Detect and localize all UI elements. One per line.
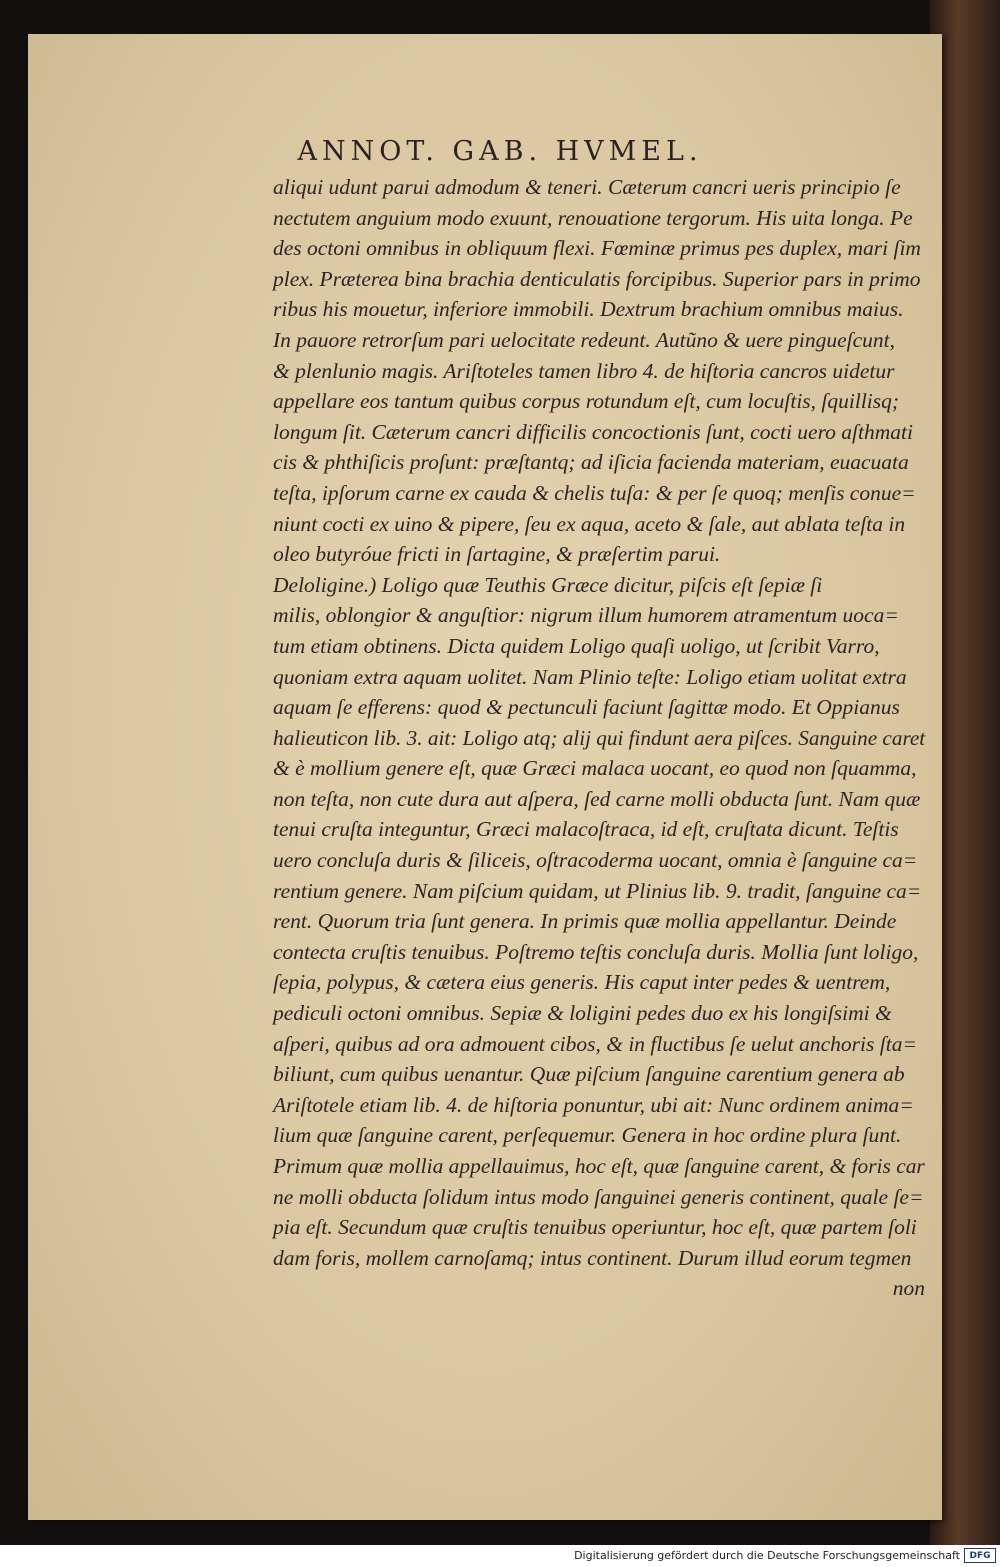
text-line-32: lium quæ ſanguine carent, perſequemur. Genera in hoc ordine plura ſunt.: [273, 1123, 902, 1148]
running-header: ANNOT. GAB. HVMEL.: [297, 136, 703, 167]
text-line-14: Deloligine.) Loligo quæ Teuthis Græce dicitur, piſcis eſt ſepiæ ſi: [273, 572, 823, 597]
text-line-28: pediculi octoni omnibus. Sepiæ & loligini pedes duo ex his longiſsimi &: [273, 1001, 892, 1026]
text-line-17: quoniam extra aquam uolitet. Nam Plinio teſte: Loligo etiam uolitat extra: [273, 664, 907, 689]
text-line-35: pia eſt. Secundum quæ cruſtis tenuibus operiuntur, hoc eſt, quæ partem ſoli: [273, 1215, 917, 1240]
digitization-footer: [0, 1545, 1000, 1567]
text-line-29: aſperi, quibus ad ora admouent cibos, & in fluctibus ſe uelut anchoris ſta=: [273, 1031, 917, 1056]
text-line-10: cis & phthiſicis proſunt: præſtantq; ad iſicia facienda materiam, euacuata: [273, 450, 909, 475]
text-line-1: aliqui udunt parui admodum & teneri. Cæterum cancri ueris principio ſe: [273, 175, 901, 199]
text-line-33: Primum quæ mollia appellauimus, hoc eſt, quæ ſanguine carent, & foris car: [273, 1154, 925, 1178]
text-line-5: ribus his mouetur, inferiore immobili. Dextrum brachium omnibus maius.: [273, 297, 904, 322]
text-line-24: rentium genere. Nam piſcium quidam, ut Plinius lib. 9. tradit, ſanguine ca=: [273, 878, 922, 903]
text-line-22: tenui cruſta integuntur, Græci malacoſtraca, id eſt, cruſtata dicunt. Teſtis: [273, 817, 899, 842]
text-line-4: plex. Præterea bina brachia denticulatis forcipibus. Superior pars in primo: [273, 266, 921, 291]
text-line-30: biliunt, cum quibus uenantur. Quæ piſcium ſanguine carentium genera ab: [273, 1062, 905, 1087]
text-line-9: longum ſit. Cæterum cancri difficilis concoctionis ſunt, cocti uero aſthmati: [273, 419, 913, 444]
text-line-19: halieuticon lib. 3. ait: Loligo atq; alij qui findunt aera piſces. Sanguine caret: [273, 725, 926, 750]
text-line-27: ſepia, polypus, & cætera eius generis. His caput inter pedes & uentrem,: [273, 970, 891, 995]
text-line-15: milis, oblongior & anguſtior: nigrum illum humorem atramentum uoca=: [273, 603, 899, 628]
text-line-12: niunt cocti ex uino & pipere, ſeu ex aqua, aceto & ſale, aut ablata teſta in: [273, 511, 906, 536]
text-line-6: In pauore retrorſum pari uelocitate redeunt. Autũno & uere pingueſcunt,: [273, 327, 896, 352]
text-line-7: & plenlunio magis. Ariſtoteles tamen libro 4. de hiſtoria cancros uidetur: [273, 358, 895, 383]
text-line-13: oleo butyróue fricti in ſartagine, & præſertim parui.: [273, 542, 721, 567]
text-line-23: uero concluſa duris & ſiliceis, oſtracoderma uocant, omnia è ſanguine ca=: [273, 848, 918, 873]
funding-note: Digitalisierung gefördert durch die Deutsche Forschungsgemeinschaft: [574, 1549, 960, 1562]
text-line-25: rent. Quorum tria ſunt genera. In primis quæ mollia appellantur. Deinde: [273, 909, 897, 934]
text-line-11: teſta, ipſorum carne ex cauda & chelis tuſa: & per ſe quoq; menſis conue=: [273, 480, 916, 505]
text-line-34: ne molli obducta ſolidum intus modo ſanguinei generis continent, quale ſe=: [273, 1184, 924, 1209]
catchword: non: [892, 1276, 925, 1301]
body-text: [273, 172, 925, 1304]
text-line-21: non teſta, non cute dura aut aſpera, ſed carne molli obducta ſunt. Nam quæ: [273, 786, 921, 811]
text-line-18: aquam ſe efferens: quod & pectunculi faciunt ſagittæ modo. Et Oppianus: [273, 695, 900, 720]
text-line-36: dam foris, mollem carnoſamq; intus continent. Durum illud eorum tegmen: [273, 1245, 912, 1270]
text-line-20: & è mollium genere eſt, quæ Græci malaca uocant, eo quod non ſquamma,: [273, 756, 917, 781]
text-line-16: tum etiam obtinens. Dicta quidem Loligo quaſi uoligo, ut ſcribit Varro,: [273, 633, 880, 658]
text-line-8: appellare eos tantum quibus corpus rotundum eſt, cum locuſtis, ſquillisq;: [273, 389, 900, 414]
text-line-2: nectutem anguium modo exuunt, renouatione tergorum. His uita longa. Pe: [273, 205, 913, 230]
dfg-logo: DFG: [964, 1548, 996, 1563]
text-line-26: contecta cruſtis tenuibus. Poſtremo teſtis concluſa duris. Mollia ſunt loligo,: [273, 939, 919, 964]
text-line-31: Ariſtotele etiam lib. 4. de hiſtoria ponuntur, ubi ait: Nunc ordinem anima=: [273, 1092, 914, 1117]
text-line-3: des octoni omnibus in obliquum flexi. Fœminæ primus pes duplex, mari ſim: [273, 236, 921, 261]
